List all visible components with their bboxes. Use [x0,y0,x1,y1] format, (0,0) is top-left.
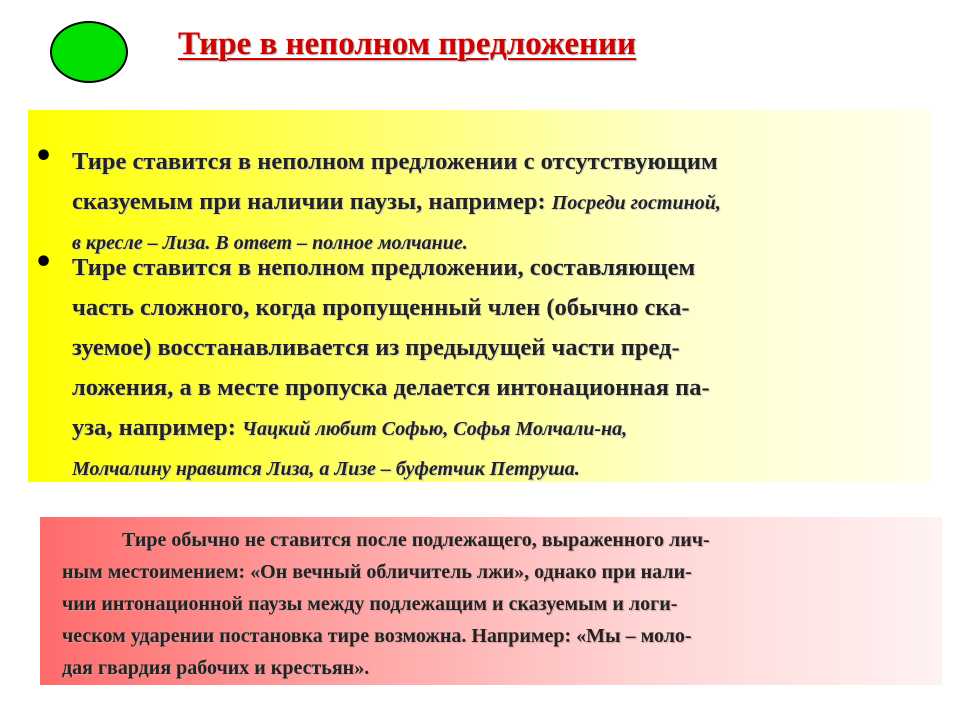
bullet-line: Тире ставится в неполном предложении с отсутствующим [72,148,718,175]
bullet-dot-icon: • [34,245,54,280]
bullet-line: ложения, а в месте пропуска делается интонационная па- [72,374,710,401]
note-text [62,524,922,684]
rules-panel [28,110,932,482]
bullet-line: зуемое) восстанавливается из предыдущей части пред- [72,334,680,361]
example-line: в кресле – Лиза. В ответ – полное молчание. [72,232,468,254]
example-text: Чацкий любит Софью, Софья Молчали-на, [241,418,628,440]
note-line: ческом ударении постановка тире возможна. Например: «Мы – моло- [62,625,692,647]
bullet-text-1 [72,142,927,263]
bullet-line: Тире ставится в неполном предложении, составляющем [72,254,696,281]
colon-text: : [227,414,242,441]
bullet-line-text: сказуемым при наличии паузы, например [72,188,538,215]
slide-title: Тире в неполном предложении [178,26,637,62]
example-text: Посреди гостиной, [551,192,721,214]
green-circle-decoration [50,21,128,83]
note-line: ным местоимением: «Он вечный обличитель лжи», однако при нали- [62,561,692,583]
bullet-line [72,408,927,449]
note-line: чии интонационной паузы между подлежащим и сказуемым и логи- [62,593,678,615]
note-panel [40,517,942,685]
colon-text: : [537,188,552,215]
bullet-line [72,182,927,223]
bullet-text-2 [72,248,927,489]
example-line: Молчалину нравится Лиза, а Лизе – буфетчик Петруша. [72,458,580,480]
bullet-dot-icon: • [34,139,54,174]
bullet-line-text: уза, например [72,414,228,441]
note-line: Тире обычно не ставится после подлежащего, выраженного лич- [122,529,710,551]
bullet-line: часть сложного, когда пропущенный член (обычно ска- [72,294,690,321]
note-line: дая гвардия рабочих и крестьян». [62,657,370,679]
